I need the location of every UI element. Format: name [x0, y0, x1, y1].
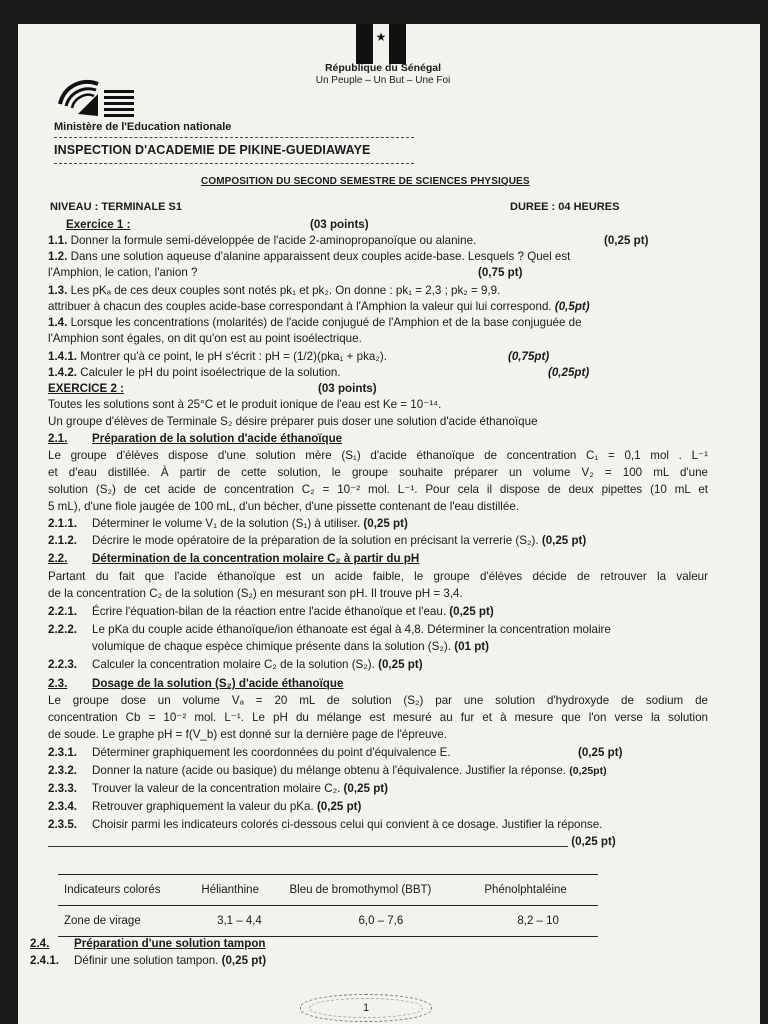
exercise-1-heading	[48, 217, 708, 232]
exam-sheet	[18, 24, 760, 1024]
question-1-4-cont: l'Amphion sont égales, on dit qu'on est au point isoélectrique.	[48, 332, 362, 345]
exercise-2-intro: Toutes les solutions sont à 25°C et le produit ionique de l'eau est Ke = 10⁻¹⁴.	[48, 398, 442, 411]
table-header-cell: Bleu de bromothymol (BBT)	[283, 875, 478, 906]
question-2-3-3: 2.3.3. Trouver la valeur de la concentration molaire C₂. (0,25 pt)	[48, 782, 388, 795]
section-2-2-heading: 2.2. Détermination de la concentration molaire C₂ à partir du pH	[48, 552, 420, 565]
inspection-title: INSPECTION D'ACADEMIE DE PIKINE-GUEDIAWAYE	[54, 143, 371, 157]
question-1-3-cont: attribuer à chacun des couples acide-base correspondant à l'Amphion la valeur qui lui correspond. (0,5pt)	[48, 300, 590, 313]
question-1-1: 1.1. Donner la formule semi-développée de l'acide 2-aminopropanoïque ou alanine. (0,25 pt)	[48, 234, 649, 247]
question-2-3-4: 2.3.4. Retrouver graphiquement la valeur du pKa. (0,25 pt)	[48, 800, 362, 813]
table-cell: Zone de virage	[58, 906, 195, 937]
question-1-4-2: 1.4.2. Calculer le pH du point isoélectrique de la solution. (0,25pt)	[48, 366, 590, 379]
question-2-2-3: 2.2.3. Calculer la concentration molaire C₂ de la solution (S₂). (0,25 pt)	[48, 658, 423, 671]
level-label: NIVEAU : TERMINALE S1	[50, 201, 183, 213]
question-2-3-5: 2.3.5. Choisir parmi les indicateurs colorés ci-dessous celui qui convient à ce dosage. Justifier la réponse.	[48, 818, 603, 831]
section-2-4-heading: 2.4. Préparation d'une solution tampon	[30, 937, 266, 950]
paragraph-2-1: 5 mL), d'une fiole jaugée de 100 mL, d'un bécher, d'une pissette contenant de l'eau distillée.	[48, 500, 519, 513]
question-2-1-1: 2.1.1. Déterminer le volume V₁ de la solution (S₁) à utiliser. (0,25 pt)	[48, 517, 408, 530]
table-header-row	[58, 875, 598, 906]
composition-title: COMPOSITION DU SECOND SEMESTRE DE SCIENCES PHYSIQUES	[201, 176, 530, 187]
paragraph-2-3: Le groupe dose un volume Vₐ = 20 mL de solution (S₂) par une solution d'hydroxyde de sodium de	[48, 694, 708, 707]
exercise-2-heading	[48, 381, 708, 396]
national-motto: Un Peuple – Un But – Une Foi	[315, 75, 451, 86]
duration-label: DUREE : 04 HEURES	[510, 201, 620, 213]
question-2-2-2-cont: volumique de chaque espèce chimique présente dans la solution (S₂). (01 pt)	[92, 640, 489, 653]
paragraph-2-1: solution (S₂) de cet acide de concentration C₂ = 10⁻² mol. L⁻¹. Pour cela il dispose de deux pipettes (10 mL et	[48, 483, 708, 496]
table-cell: 3,1 – 4,4	[195, 906, 283, 937]
exercise-points: (03 points)	[318, 382, 377, 395]
page-number-text: 1	[362, 1002, 370, 1014]
question-2-3-1: 2.3.1. Déterminer graphiquement les coordonnées du point d'équivalence E. (0,25 pt)	[48, 746, 623, 759]
paragraph-2-3: de soude. Le graphe pH = f(V_b) est donné sur la dernière page de l'épreuve.	[48, 728, 447, 741]
section-2-3-heading: 2.3. Dosage de la solution (S₂) d'acide éthanoïque	[48, 677, 344, 690]
table-header-cell: Phénolphtaléine	[478, 875, 598, 906]
page-number	[300, 994, 432, 1022]
divider	[54, 163, 414, 164]
paragraph-2-2: de la concentration C₂ de la solution (S₂) en mesurant son pH. Il trouve pH = 3,4.	[48, 587, 463, 600]
question-2-3-2: 2.3.2. Donner la nature (acide ou basique) du mélange obtenu à l'équivalence. Justifier la réponse. (0,25pt)	[48, 764, 607, 777]
question-1-2: 1.2. Dans une solution aqueuse d'alanine apparaissent deux couples acide-base. Lesquels ? Quel est	[48, 250, 571, 263]
exercise-title: EXERCICE 2 :	[48, 382, 125, 395]
paragraph-2-1: et d'eau distillée. À partir de cette solution, le groupe souhaite préparer un volume V₂ = 100 mL d'une	[48, 466, 708, 479]
table-cell: 8,2 – 10	[478, 906, 598, 937]
table-cell: 6,0 – 7,6	[283, 906, 478, 937]
table-header-cell: Indicateurs colorés	[58, 875, 195, 906]
question-2-2-2: 2.2.2. Le pKa du couple acide éthanoïque/ion éthanoate est égal à 4,8. Déterminer la concentration molaire	[48, 623, 611, 636]
question-2-1-2: 2.1.2. Décrire le mode opératoire de la préparation de la solution en précisant la verrerie (S₂). (0,25 pt)	[48, 534, 587, 547]
exercise-title: Exercice 1 :	[66, 218, 131, 231]
exercise-2-intro: Un groupe d'élèves de Terminale S₂ désire préparer puis doser une solution d'acide éthanoïque	[48, 415, 538, 428]
question-1-3: 1.3. Les pKₐ de ces deux couples sont notés pk₁ et pk₂. On donne : pk₁ = 2,3 ; pk₂ = 9,9.	[48, 284, 501, 297]
republic-title: République du Sénégal	[324, 62, 442, 74]
table-header-cell: Hélianthine	[195, 875, 283, 906]
indicator-table	[58, 874, 598, 937]
question-1-4-1: 1.4.1. Montrer qu'à ce point, le pH s'écrit : pH = (1/2)(pka₁ + pka₂). (0,75pt)	[48, 350, 550, 363]
exercise-points: (03 points)	[310, 218, 369, 231]
question-1-4: 1.4. Lorsque les concentrations (molarités) de l'acide conjugué de l'Amphion et de la base conjuguée de	[48, 316, 582, 329]
star-icon: ★	[375, 30, 387, 44]
paragraph-2-1: Le groupe d'élèves dispose d'une solution mère (S₁) d'acide éthanoïque de concentration C₁ = 0,1 mol . L⁻¹	[48, 449, 708, 462]
question-2-4-1: 2.4.1. Définir une solution tampon. (0,25 pt)	[30, 954, 267, 967]
question-2-2-1: 2.2.1. Écrire l'équation-bilan de la réaction entre l'acide éthanoïque et l'eau. (0,25 pt)	[48, 605, 494, 618]
question-1-2-cont: l'Amphion, le cation, l'anion ? (0,75 pt)	[48, 266, 523, 279]
section-2-1-heading: 2.1. Préparation de la solution d'acide éthanoïque	[48, 432, 343, 445]
ministry-name: Ministère de l'Education nationale	[54, 121, 232, 133]
paragraph-2-2: Partant du fait que l'acide éthanoïque est un acide faible, le groupe d'élèves décide de retrouver la valeur	[48, 570, 708, 583]
senegal-flag	[356, 24, 406, 64]
table-row	[58, 906, 598, 937]
divider	[54, 137, 414, 138]
paragraph-2-3: concentration Cb = 10⁻² mol. L⁻¹. Le pH du mélange est mesuré au fur et à mesure que l'on verse la solution	[48, 711, 708, 724]
question-2-3-5-points: (0,25 pt)	[48, 834, 708, 849]
